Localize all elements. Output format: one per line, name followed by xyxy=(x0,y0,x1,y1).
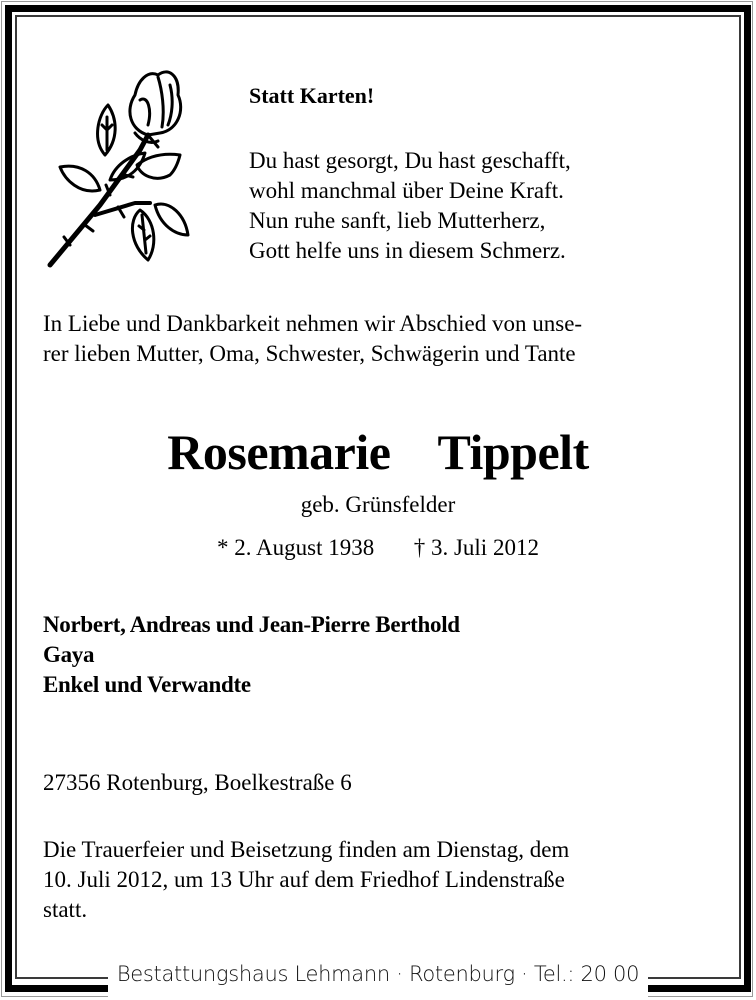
life-dates xyxy=(0,535,756,561)
mourners-list xyxy=(43,610,460,700)
poem-line: Gott helfe uns in diesem Schmerz. xyxy=(249,238,566,263)
poem-line: wohl manchmal über Deine Kraft. xyxy=(249,178,564,203)
mourner-line: Norbert, Andreas und Jean-Pierre Berthold xyxy=(43,612,460,637)
intro-line: rer lieben Mutter, Oma, Schwester, Schwägerin und Tante xyxy=(43,341,576,366)
ceremony-line: Die Trauerfeier und Beisetzung finden am Dienstag, dem xyxy=(43,837,570,862)
mourner-line: Enkel und Verwandte xyxy=(43,672,251,697)
poem xyxy=(249,146,571,266)
address: 27356 Rotenburg, Boelkestraße 6 xyxy=(43,770,352,795)
intro-line: In Liebe und Dankbarkeit nehmen wir Abschied von unse- xyxy=(43,311,583,336)
birth-name: geb. Grünsfelder xyxy=(300,492,456,517)
funeral-home-footer: Bestattungshaus Lehmann · Rotenburg · Tel.: 20 00 xyxy=(116,962,640,986)
birth-date: 2. August 1938 xyxy=(234,535,375,560)
poem-line: Nun ruhe sanft, lieb Mutterherz, xyxy=(249,208,546,233)
intro-text xyxy=(43,309,582,369)
death-date: 3. Juli 2012 xyxy=(430,535,539,560)
death-cross-icon: † xyxy=(413,535,426,560)
ceremony-info xyxy=(43,835,569,925)
rose-icon xyxy=(40,55,200,275)
deceased-name: Rosemarie Tippelt xyxy=(167,424,589,480)
ceremony-line: statt. xyxy=(43,897,88,922)
poem-line: Du hast gesorgt, Du hast geschafft, xyxy=(249,148,571,173)
birth-star-icon: * xyxy=(217,535,229,560)
heading-statt-karten: Statt Karten! xyxy=(249,83,375,108)
ceremony-line: 10. Juli 2012, um 13 Uhr auf dem Friedhof Lindenstraße xyxy=(43,867,565,892)
mourner-line: Gaya xyxy=(43,642,95,667)
